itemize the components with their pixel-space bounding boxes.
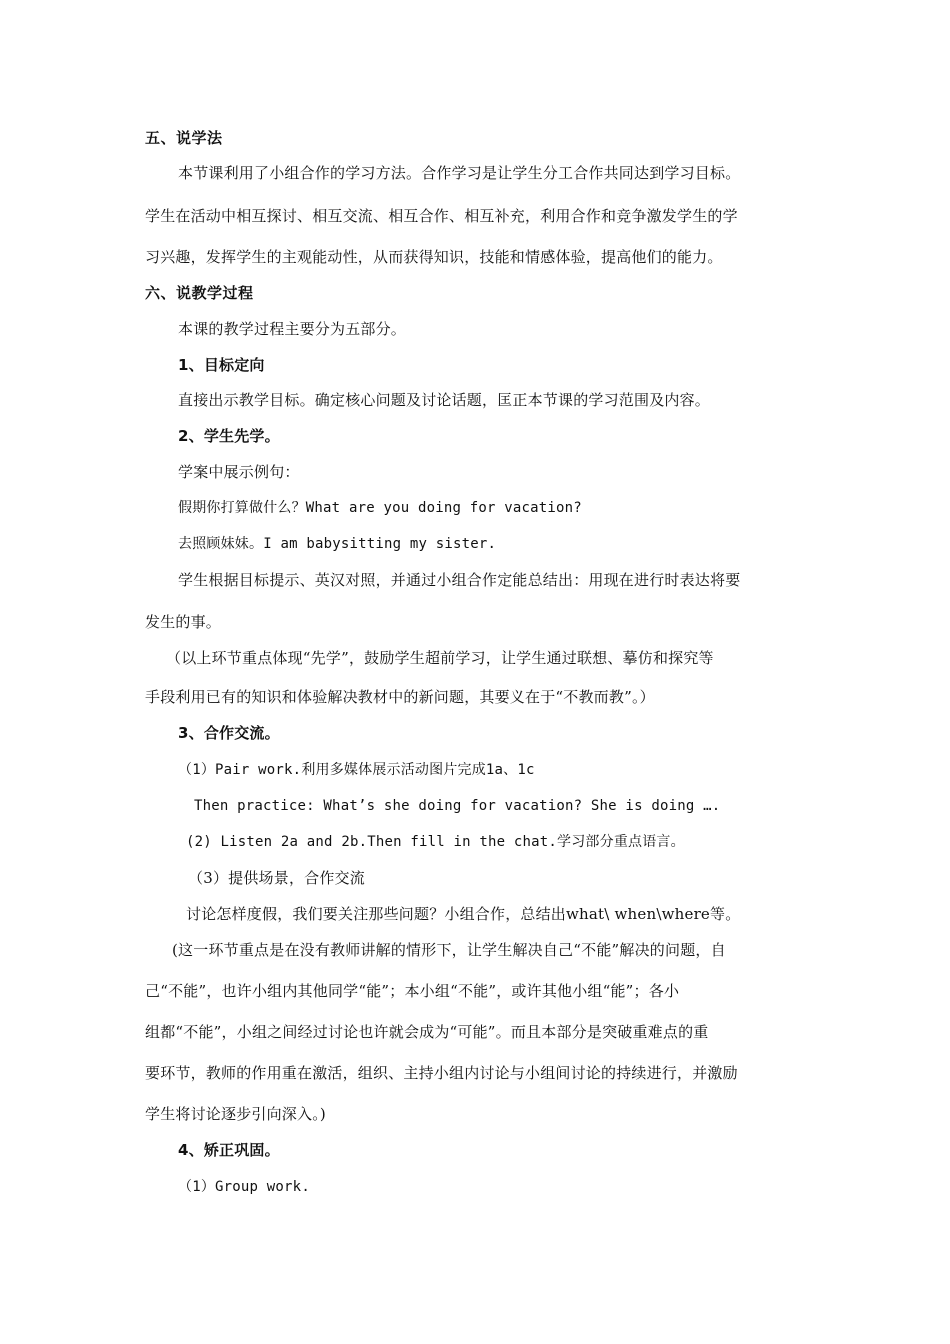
paragraph-line: 要环节，教师的作用重在激活，组织、主持小组内讨论与小组间讨论的持续进行，并激励 bbox=[145, 1064, 738, 1082]
paragraph-line: 学生根据目标提示、英汉对照，并通过小组合作定能总结出：用现在进行时表达将要 bbox=[178, 571, 741, 589]
paragraph-line: 本节课利用了小组合作的学习方法。合作学习是让学生分工合作共同达到学习目标。 bbox=[178, 164, 741, 182]
example-sentence: 去照顾妹妹。I am babysitting my sister. bbox=[178, 536, 497, 552]
paragraph-line: （1）Group work. bbox=[178, 1179, 310, 1195]
paragraph-line: 学案中展示例句： bbox=[178, 463, 300, 481]
step-title: 1、目标定向 bbox=[178, 356, 265, 374]
paragraph-line: Then practice: What’s she doing for vacation? She is doing …. bbox=[194, 798, 721, 814]
paragraph-line: 组都“不能”，小组之间经过讨论也许就会成为“可能”。而且本部分是突破重难点的重 bbox=[145, 1023, 709, 1041]
paragraph-line: （以上环节重点体现“先学”，鼓励学生超前学习，让学生通过联想、摹仿和探究等 bbox=[166, 649, 714, 667]
paragraph-line: 己“不能”，也许小组内其他同学“能”；本小组“不能”，或许其他小组“能”；各小 bbox=[145, 982, 680, 1000]
paragraph-line: 直接出示教学目标。确定核心问题及讨论话题，匡正本节课的学习范围及内容。 bbox=[178, 391, 711, 409]
paragraph-line: (这一环节重点是在没有教师讲解的情形下，让学生解决自己“不能”解决的问题，自 bbox=[172, 941, 726, 959]
paragraph-line: 学生在活动中相互探讨、相互交流、相互合作、相互补充，利用合作和竞争激发学生的学 bbox=[145, 207, 738, 225]
section-heading-teaching-process: 六、说教学过程 bbox=[145, 284, 254, 302]
section-heading-learning-method: 五、说学法 bbox=[145, 129, 223, 147]
paragraph-line: 手段利用已有的知识和体验解决教材中的新问题，其要义在于“不教而教”。） bbox=[145, 688, 655, 706]
paragraph-line: 本课的教学过程主要分为五部分。 bbox=[178, 320, 407, 338]
paragraph-line: 习兴趣，发挥学生的主观能动性，从而获得知识，技能和情感体验，提高他们的能力。 bbox=[145, 248, 723, 266]
paragraph-line: 讨论怎样度假，我们要关注那些问题？小组合作，总结出what\ when\where等。 bbox=[186, 905, 741, 923]
paragraph-line: (2) Listen 2a and 2b.Then fill in the chat.学习部分重点语言。 bbox=[186, 834, 685, 850]
step-title: 4、矫正巩固。 bbox=[178, 1141, 280, 1159]
step-title: 3、合作交流。 bbox=[178, 724, 280, 742]
paragraph-line: （1）Pair work.利用多媒体展示活动图片完成1a、1c bbox=[178, 762, 535, 778]
paragraph-line: （3）提供场景，合作交流 bbox=[188, 869, 365, 887]
example-sentence: 假期你打算做什么？What are you doing for vacation? bbox=[178, 500, 582, 516]
paragraph-line: 学生将讨论逐步引向深入。) bbox=[145, 1105, 326, 1123]
paragraph-line: 发生的事。 bbox=[145, 613, 222, 631]
step-title: 2、学生先学。 bbox=[178, 427, 280, 445]
